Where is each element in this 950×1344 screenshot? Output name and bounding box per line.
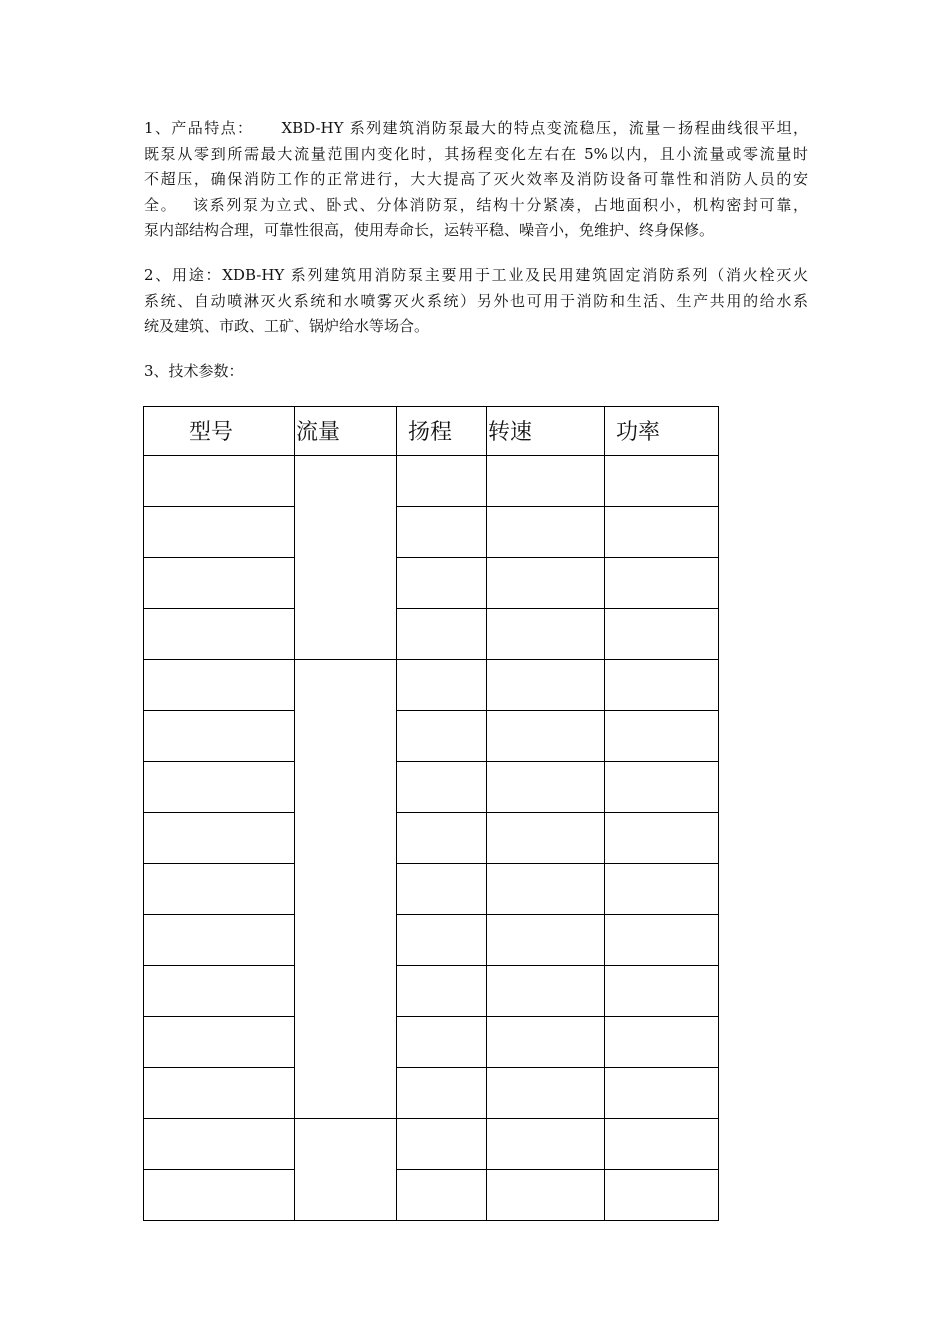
cell-speed — [487, 456, 605, 507]
table-row — [144, 507, 719, 558]
table-header-row — [144, 407, 719, 456]
table-row — [144, 813, 719, 864]
cell-head — [397, 558, 487, 609]
header-head: 扬程 — [397, 407, 487, 456]
table-row — [144, 558, 719, 609]
cell-speed — [487, 711, 605, 762]
cell-power — [605, 609, 719, 660]
features-line-3: 不超压，确保消防工作的正常进行，大大提高了灭火效率及消防设备可靠性和消防人员的安 — [144, 170, 808, 188]
table-row — [144, 711, 719, 762]
section-product-features — [144, 116, 808, 244]
table-row — [144, 762, 719, 813]
cell-power — [605, 507, 719, 558]
cell-head — [397, 864, 487, 915]
header-model: 型号 — [144, 407, 295, 456]
table-row — [144, 1170, 719, 1221]
cell-speed — [487, 660, 605, 711]
cell-model — [144, 558, 295, 609]
usage-line-1: 2、用途：XDB-HY 系列建筑用消防泵主要用于工业及民用建筑固定消防系列（消火栓灭火 — [144, 266, 808, 284]
features-line-2: 既泵从零到所需最大流量范围内变化时，其扬程变化左右在 5%以内，且小流量或零流量时 — [144, 144, 808, 163]
cell-model — [144, 1170, 295, 1221]
table-row — [144, 456, 719, 507]
table-row — [144, 915, 719, 966]
tech-params-table — [143, 406, 719, 1221]
cell-head — [397, 813, 487, 864]
cell-model — [144, 711, 295, 762]
table-row — [144, 1119, 719, 1170]
cell-power — [605, 558, 719, 609]
cell-model — [144, 813, 295, 864]
table-row — [144, 864, 719, 915]
cell-speed — [487, 864, 605, 915]
cell-speed — [487, 915, 605, 966]
cell-speed — [487, 762, 605, 813]
table-row — [144, 1068, 719, 1119]
cell-model — [144, 864, 295, 915]
cell-power — [605, 1068, 719, 1119]
features-heading: 1、产品特点： — [144, 119, 254, 137]
usage-line-3: 统及建筑、市政、工矿、锅炉给水等场合。 — [144, 317, 430, 335]
cell-head — [397, 915, 487, 966]
cell-power — [605, 1170, 719, 1221]
cell-model — [144, 660, 295, 711]
cell-head — [397, 966, 487, 1017]
cell-speed — [487, 1068, 605, 1119]
header-flow: 流量 — [295, 407, 397, 456]
cell-speed — [487, 1017, 605, 1068]
cell-head — [397, 711, 487, 762]
cell-model — [144, 609, 295, 660]
cell-power — [605, 1017, 719, 1068]
cell-power — [605, 864, 719, 915]
features-line-5: 泵内部结构合理，可靠性很高，使用寿命长，运转平稳、噪音小，免维护、终身保修。 — [144, 221, 715, 239]
tech-params-heading: 3、技术参数： — [144, 362, 244, 380]
cell-head — [397, 1170, 487, 1221]
cell-head — [397, 1068, 487, 1119]
header-power: 功率 — [605, 407, 719, 456]
cell-model — [144, 1017, 295, 1068]
table-row — [144, 609, 719, 660]
cell-speed — [487, 1170, 605, 1221]
table-row — [144, 966, 719, 1017]
features-text: 全。 — [144, 195, 178, 214]
cell-flow-merged — [295, 456, 397, 660]
section-tech-params — [144, 359, 808, 385]
cell-model — [144, 1119, 295, 1170]
cell-head — [397, 660, 487, 711]
cell-model — [144, 762, 295, 813]
cell-power — [605, 915, 719, 966]
usage-line-2: 系统、自动喷淋灭火系统和水喷雾灭火系统）另外也可用于消防和生活、生产共用的给水系 — [144, 291, 808, 310]
cell-head — [397, 1119, 487, 1170]
cell-head — [397, 507, 487, 558]
cell-power — [605, 660, 719, 711]
section-usage — [144, 263, 808, 340]
features-text: 该系列泵为立式、卧式、分体消防泵，结构十分紧凑，占地面积小，机构密封可靠， — [191, 195, 808, 214]
cell-power — [605, 456, 719, 507]
cell-flow-merged — [295, 660, 397, 1119]
cell-power — [605, 1119, 719, 1170]
cell-head — [397, 1017, 487, 1068]
cell-speed — [487, 966, 605, 1017]
cell-model — [144, 966, 295, 1017]
features-line-1 — [144, 116, 808, 142]
cell-head — [397, 762, 487, 813]
cell-flow-merged — [295, 1119, 397, 1221]
cell-power — [605, 966, 719, 1017]
cell-speed — [487, 507, 605, 558]
features-line-4 — [144, 193, 808, 219]
table-row — [144, 660, 719, 711]
cell-speed — [487, 1119, 605, 1170]
cell-power — [605, 813, 719, 864]
cell-model — [144, 1068, 295, 1119]
cell-model — [144, 915, 295, 966]
cell-model — [144, 456, 295, 507]
cell-head — [397, 456, 487, 507]
cell-model — [144, 507, 295, 558]
cell-power — [605, 762, 719, 813]
cell-speed — [487, 813, 605, 864]
table-row — [144, 1017, 719, 1068]
cell-speed — [487, 558, 605, 609]
features-text: XBD-HY 系列建筑消防泵最大的特点变流稳压，流量－扬程曲线很平坦， — [281, 119, 808, 137]
cell-head — [397, 609, 487, 660]
cell-power — [605, 711, 719, 762]
header-speed: 转速 — [487, 407, 605, 456]
cell-speed — [487, 609, 605, 660]
